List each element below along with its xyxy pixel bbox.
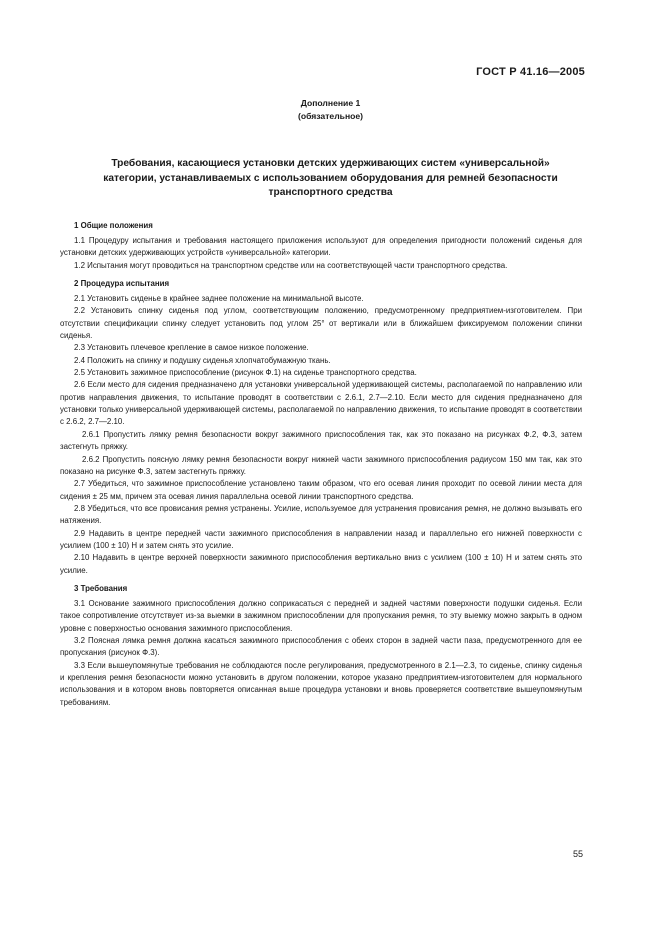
standard-code: ГОСТ Р 41.16—2005 — [476, 66, 585, 78]
paragraph: 2.8 Убедиться, что все провисания ремня устранены. Усилие, используемое для устранения провисания ремня, не должно вызывать его натяжения. — [60, 503, 582, 526]
paragraph: 2.9 Надавить в центре передней части зажимного приспособления в направлении назад и параллельно его нижней поверхности с усилием (100 ± 10) Н и затем снять это усилие. — [60, 528, 582, 550]
section-heading: 2 Процедура испытания — [74, 279, 170, 289]
section-heading: 1 Общие положения — [74, 221, 153, 230]
paragraph: 1.2 Испытания могут проводиться на транспортном средстве или на соответствующей части транспортного средства. — [74, 260, 508, 270]
paragraph: 3.2 Поясная лямка ремня должна касаться зажимного приспособления с обеих сторон в задней части паза, предусмотренного для ее пропускания (рисунок Ф.3). — [60, 635, 582, 658]
paragraph: 2.10 Надавить в центре верхней поверхности зажимного приспособления вертикально вниз с усилием (100 ± 10) Н и затем снять это усилие. — [60, 553, 582, 575]
paragraph: 2.6 Если место для сидения предназначено для установки универсальной удерживающей системы, располагаемой по направлению или против направления движения, то испытание проводят в соответствии с 2.6.1, 2.7—2.10. Если место для сидения предназначено для установки только универсальной удерживающей системы, располагаемой по направлению движения, то испытание проводят в соответствии с 2.6.2, 2.7—2.10. — [60, 380, 582, 427]
title-line: транспортного средства — [268, 187, 393, 198]
paragraph: 2.4 Положить на спинку и подушку сиденья хлопчатобумажную ткань. — [74, 355, 331, 365]
paragraph: 2.3 Установить плечевое крепление в самое низкое положение. — [74, 343, 309, 353]
document-title — [70, 157, 591, 201]
paragraph: 3.3 Если вышеупомянутые требования не соблюдаются после регулирования, предусмотренного в 2.1—2.3, то сиденье, спинку сиденья и крепления ремня безопасности можно установить в другом положении, которое указано предприятием-изготовителем для нормального использования и в котором вновь повторяется описанная выше процедура установки и вновь проверяется соответствие вышеупомянутым требованиям. — [60, 660, 582, 707]
sub-paragraph: 2.6.2 Пропустить поясную лямку ремня безопасности вокруг нижней части зажимного приспособления радиусом 150 мм так, как это показано на рисунке Ф.3, затем застегнуть пряжку. — [60, 454, 582, 476]
sub-paragraph: 2.6.1 Пропустить лямку ремня безопасности вокруг зажимного приспособления так, как это показано на рисунках Ф.2, Ф.3, затем застегнуть пряжку. — [60, 429, 582, 452]
page-number: 55 — [572, 849, 583, 859]
supplement-heading — [0, 97, 661, 123]
paragraph: 2.2 Установить спинку сиденья под углом, соответствующим положению, предусмотренному предприятием-изготовителем. При отсутствии спецификации спинку следует установить под углом 25° от вертикали или в ближайшем фиксируемом положении спинки сиденья. — [60, 306, 582, 341]
paragraph: 2.7 Убедиться, что зажимное приспособление установлено таким образом, что его осевая линия проходит по осевой линии места для сидения ± 25 мм, причем эта осевая линия параллельна осевой линии транспортного средства. — [60, 479, 582, 501]
paragraph: 2.5 Установить зажимное приспособление (рисунок Ф.1) на сиденье транспортного средства. — [74, 368, 417, 378]
supplement-status: (обязательное) — [297, 111, 364, 121]
paragraph: 2.1 Установить сиденье в крайнее заднее положение на минимальной высоте. — [74, 294, 364, 304]
supplement-label: Дополнение 1 — [300, 98, 361, 108]
paragraph: 1.1 Процедуру испытания и требования настоящего приложения используют для определения пригодности положений сиденья для установки детских удерживающих устройств «универсальной» категории. — [60, 236, 582, 258]
document-body — [60, 220, 582, 709]
section-heading: 3 Требования — [74, 583, 128, 593]
title-line: Требования, касающиеся установки детских удерживающих систем «универсальной» — [111, 158, 550, 169]
paragraph: 3.1 Основание зажимного приспособления должно соприкасаться с передней и задней частями поверхности подушки сиденья. Если такое сопротивление отсутствует из-за выемки в зажимном приспособлении для пропускания ремня, то эту выемку можно закрыть в одном уровне с поверхностью основания зажимного приспособления. — [60, 598, 582, 633]
title-line: категории, устанавливаемых с использованием оборудования для ремней безопасности — [103, 172, 558, 184]
